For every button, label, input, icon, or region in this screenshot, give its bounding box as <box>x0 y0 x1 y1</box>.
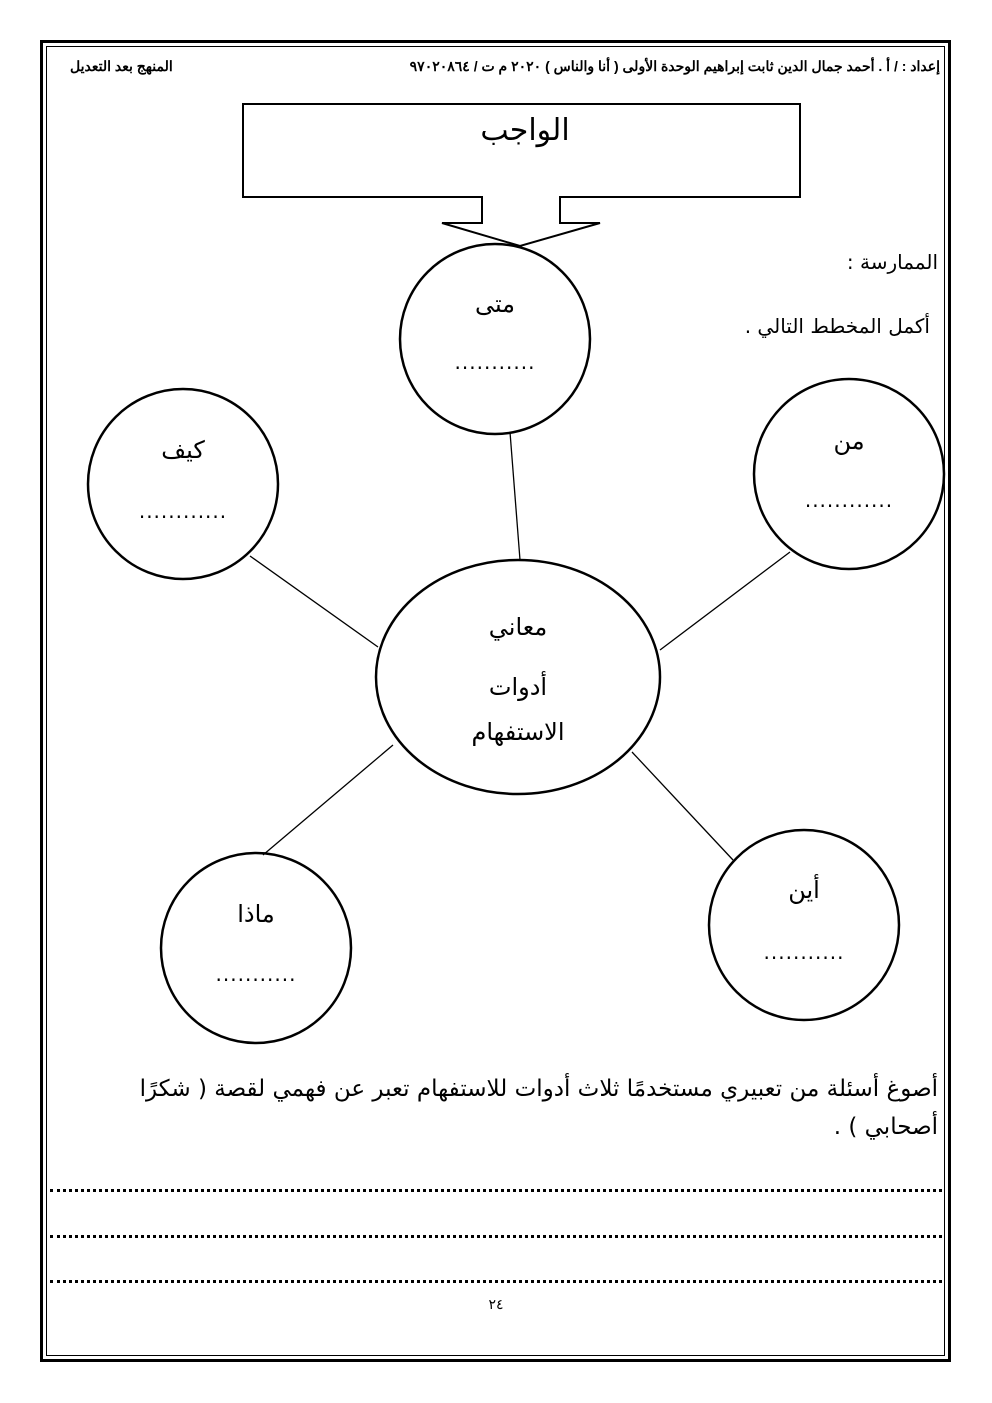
bubble-kayfa <box>88 389 278 579</box>
node-mata-blank[interactable]: ........... <box>454 350 536 374</box>
center-line-3: الاستفهام <box>471 718 565 746</box>
node-mata-word: متى <box>474 290 516 318</box>
connector-ayna <box>632 752 733 860</box>
task-question: أصوغ أسئلة من تعبيري مستخدمًا ثلاث أدوات للاستفهام تعبر عن فهمي لقصة ( شكرًا أصحابي ) . <box>139 1076 938 1140</box>
page-number: ٢٤ <box>488 1296 504 1312</box>
node-madha-blank[interactable]: ........... <box>215 962 297 986</box>
practice-label: الممارسة : <box>846 250 938 274</box>
answer-line-1[interactable] <box>50 1189 942 1192</box>
answer-line-3[interactable] <box>50 1280 942 1283</box>
header-author-info: إعداد : / أ . أحمد جمال الدين ثابت إبراهيم الوحدة الأولى ( أنا والناس ) ٢٠٢٠ م ت / ٩٧٠٢٠٨٦٤ <box>409 58 940 74</box>
connector-madha <box>263 745 393 855</box>
node-madha-word: ماذا <box>237 900 275 928</box>
bubble-ayna <box>709 830 899 1020</box>
node-kayfa-blank[interactable]: ............ <box>138 499 228 523</box>
connector-mata <box>510 432 520 560</box>
connector-man <box>660 552 790 650</box>
node-ayna-blank[interactable]: ........... <box>763 940 845 964</box>
bubble-madha <box>161 853 351 1043</box>
node-man-word: من <box>833 427 865 455</box>
instruction-text: أكمل المخطط التالي . <box>744 314 930 338</box>
connector-kayfa <box>250 556 378 647</box>
page-title: الواجب <box>480 113 570 148</box>
bubble-man <box>754 379 944 569</box>
bubble-mata <box>400 244 590 434</box>
node-kayfa-word: كيف <box>161 436 205 464</box>
center-line-2: أدوات <box>488 673 548 701</box>
answer-line-2[interactable] <box>50 1235 942 1238</box>
header-curriculum-note: المنهج بعد التعديل <box>70 58 173 74</box>
center-line-1: معاني <box>488 613 548 641</box>
node-ayna-word: أين <box>788 876 820 904</box>
node-man-blank[interactable]: ............ <box>804 488 894 512</box>
